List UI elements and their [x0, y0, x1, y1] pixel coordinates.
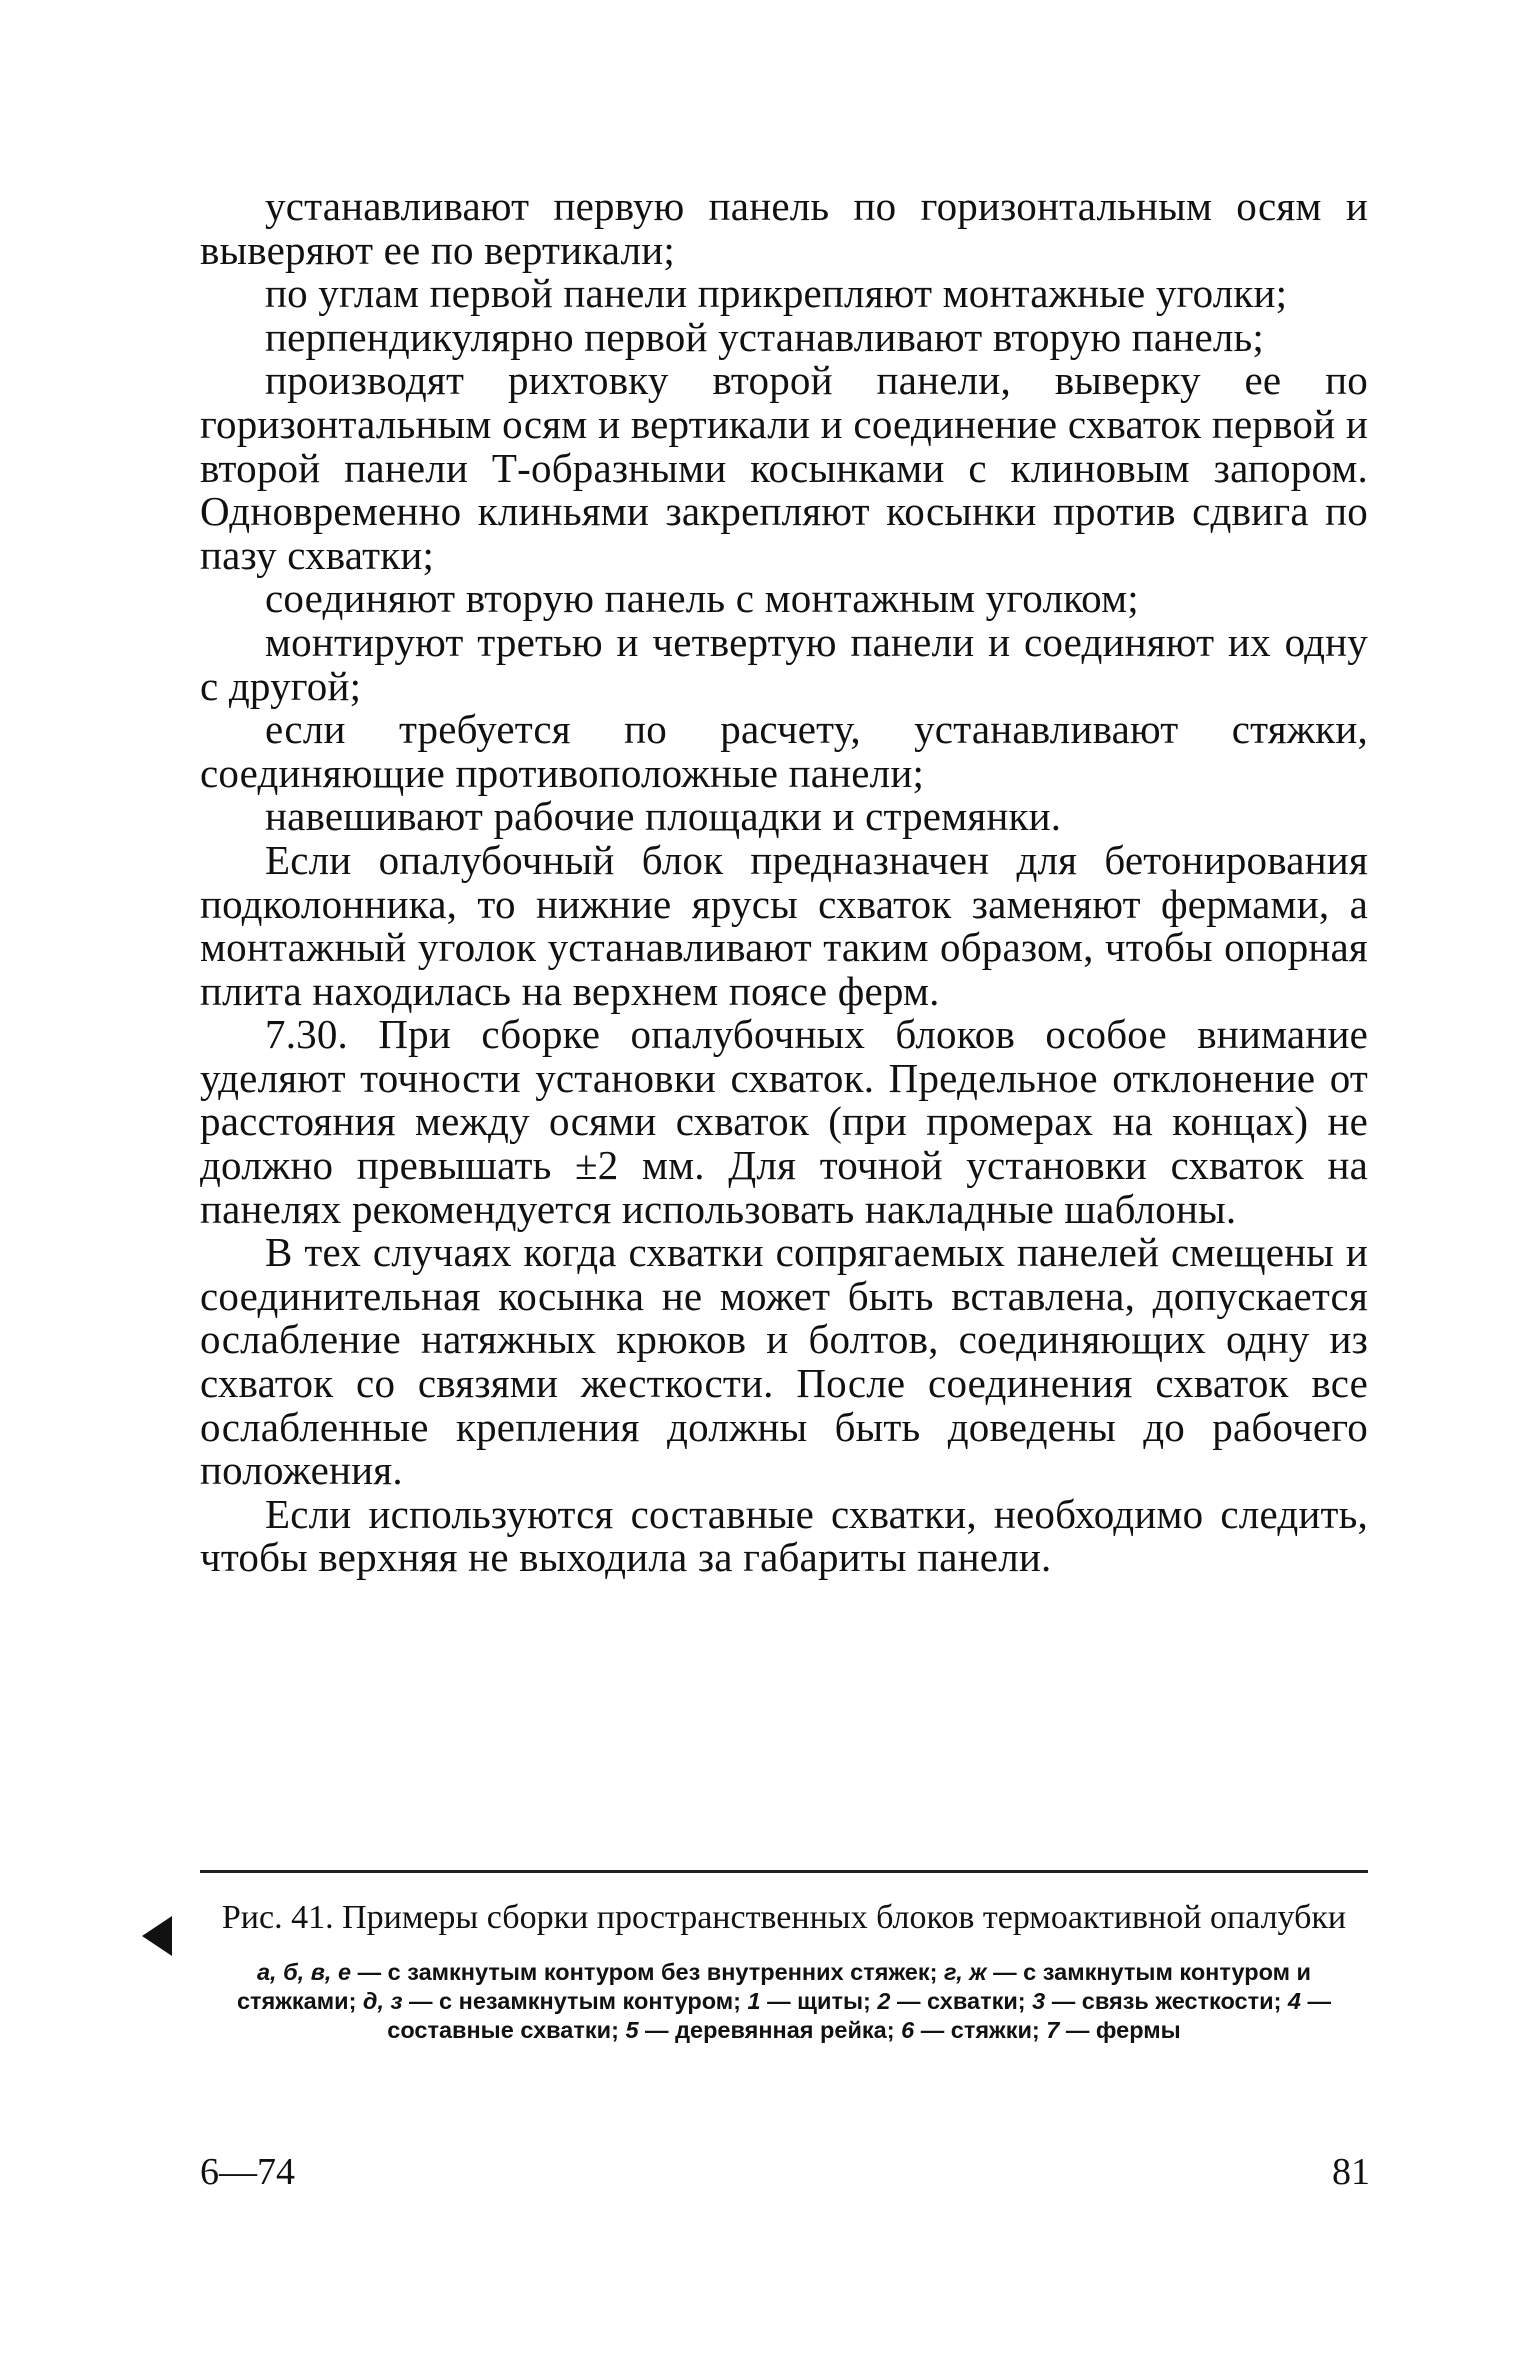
paragraph: В тех случаях когда схватки сопрягаемых панелей смещены и соединительная косынка не может быть вставлена, допускается ослабление натяжных крюков и болтов, соединяющих одну из схваток со связями жесткости. После соединения схваток все ослабленные крепления должны быть доведены до рабочего положения.	[200, 1229, 1368, 1494]
paragraph: по углам первой панели прикрепляют монтажные уголки;	[265, 270, 1288, 317]
paragraph: навешивают рабочие площадки и стремянки.	[265, 793, 1062, 840]
legend-key: 6	[901, 2017, 915, 2043]
caption-title: Рис. 41. Примеры сборки пространственных блоков термоактивной опалубки	[221, 1899, 1347, 1936]
legend-text: — составные схватки;	[387, 1988, 1332, 2043]
legend-text: — фермы	[1059, 2017, 1181, 2043]
legend-key: 3	[1032, 1988, 1046, 2014]
paragraph: монтируют третью и четвертую панели и соединяют их одну с другой;	[200, 618, 1368, 709]
paragraph: Если используются составные схватки, необходимо следить, чтобы верхняя не выходила за габариты панели.	[200, 1490, 1368, 1581]
legend-key: 7	[1046, 2017, 1060, 2043]
paragraph: устанавливают первую панель по горизонтальным осям и выверяют ее по вертикали;	[200, 183, 1368, 273]
paragraph: 7.30. При сборке опалубочных блоков особое внимание уделяют точности установки схваток. Предельное отклонение от расстояния между осями схваток (при промерах на концах) не должно превышать ±2 мм. Для точной установки схваток на панелях рекомендуется использовать накладные шаблоны.	[200, 1011, 1368, 1232]
legend-text: — щиты;	[760, 1988, 878, 2014]
paragraph: если требуется по расчету, устанавливают стяжки, соединяющие противоположные панели;	[200, 706, 1368, 796]
paragraph: производят рихтовку второй панели, выверку ее по горизонтальным осям и вертикали и соединение схваток первой и второй панели Т-образными косынками с клиновым запором. Одновременно клиньями закрепляют косынки против сдвига по пазу схватки;	[200, 357, 1368, 578]
legend-text: — с незамкнутым контуром;	[402, 1988, 748, 2014]
legend-text: — с замкнутым контуром и стяжками;	[236, 1959, 1311, 2014]
figure-caption	[200, 1898, 1368, 2045]
legend-key: г, ж	[944, 1959, 987, 1985]
paragraph: соединяют вторую панель с монтажным уголком;	[265, 575, 1139, 622]
page-number: 81	[1332, 2151, 1370, 2193]
legend-key: 4	[1287, 1988, 1301, 2014]
legend-key: 5	[625, 2017, 639, 2043]
caption-legend	[200, 1958, 1368, 2045]
legend-text: — схватки;	[890, 1988, 1033, 2014]
signature-mark: 6—74	[200, 2151, 295, 2193]
legend-key: 1	[747, 1988, 761, 2014]
legend-text: — стяжки;	[914, 2017, 1047, 2043]
divider	[200, 1870, 1368, 1873]
legend-text: — деревянная рейка;	[638, 2017, 902, 2043]
legend-key: д, з	[362, 1988, 403, 2014]
legend-text: — с замкнутым контуром без внутренних стяжек;	[351, 1959, 944, 1985]
paragraph: перпендикулярно первой устанавливают вторую панель;	[265, 313, 1265, 360]
legend-key: а, б, в, е	[256, 1959, 352, 1985]
triangle-marker-icon	[142, 1916, 172, 1956]
legend-key: 2	[877, 1988, 891, 2014]
body-text	[200, 185, 1368, 1580]
paragraph: Если опалубочный блок предназначен для бетонирования подколонника, то нижние ярусы схваток заменяют фермами, а монтажный уголок устанавливают таким образом, чтобы опорная плита находилась на верхнем поясе ферм.	[200, 836, 1368, 1014]
legend-text: — связь жесткости;	[1045, 1988, 1288, 2014]
